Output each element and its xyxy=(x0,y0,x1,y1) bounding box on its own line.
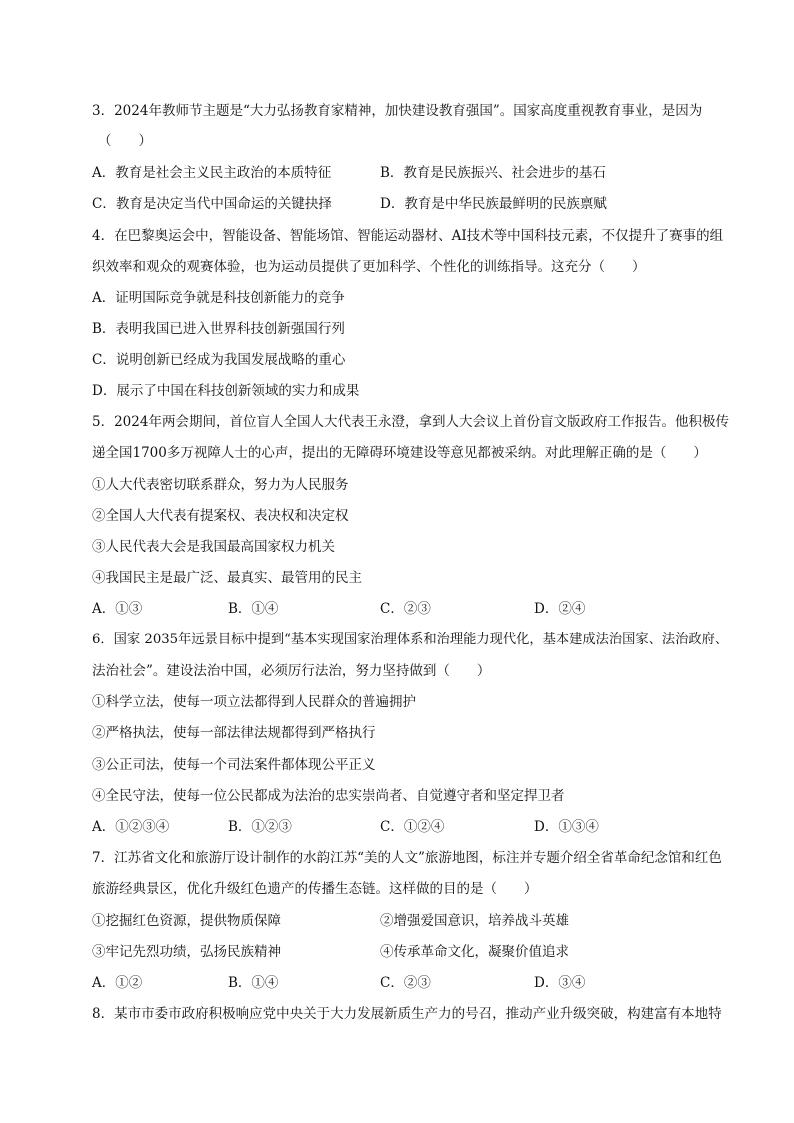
q5-option-a: A．①③ xyxy=(92,601,143,617)
q7-option-b: B．①④ xyxy=(228,975,279,991)
q4-option-d: D．展示了中国在科技创新领域的实力和成果 xyxy=(92,383,360,399)
q6-stem-line2: 法治社会”。建设法治中国，必须厉行法治，努力坚持做到（ ） xyxy=(92,663,491,679)
q6-item-2: ②严格执法，使每一部法律法规都得到严格执行 xyxy=(92,725,376,741)
q6-option-d: D．①③④ xyxy=(534,819,599,835)
q8-stem-line1: 8．某市市委市政府积极响应党中央关于大力发展新质生产力的号召，推动产业升级突破，构建富有本地特 xyxy=(92,1006,722,1022)
q5-option-d: D．②④ xyxy=(534,601,586,617)
q7-stem-line2: 旅游经典景区，优化升级红色遗产的传播生态链。这样做的目的是（ ） xyxy=(92,881,538,897)
q6-item-3: ③公正司法，使每一个司法案件都体现公平正义 xyxy=(92,757,376,773)
q7-stem-line1: 7．江苏省文化和旅游厅设计制作的水韵江苏“美的人文”旅游地图，标注并专题介绍全省革命纪念馆和红色 xyxy=(92,850,722,866)
q7-item-4: ④传承革命文化，凝聚价值追求 xyxy=(380,944,569,960)
q5-stem-line2: 递全国1700多万视障人士的心声，提出的无障碍环境建设等意见都被采纳。对此理解正确的是（ ） xyxy=(92,445,707,461)
q5-option-c: C．②③ xyxy=(380,601,431,617)
q6-stem-line1: 6．国家 2035年远景目标中提到“基本实现国家治理体系和治理能力现代化，基本建成法治国家、法治政府、 xyxy=(92,632,729,647)
q7-item-3: ③牢记先烈功绩，弘扬民族精神 xyxy=(92,944,281,960)
q3-answer-paren: （ ） xyxy=(98,133,152,149)
q7-option-d: D．③④ xyxy=(534,975,586,991)
q5-item-2: ②全国人大代表有提案权、表决权和决定权 xyxy=(92,508,349,524)
q4-stem-line2: 织效率和观众的观赛体验，也为运动员提供了更加科学、个性化的训练指导。这充分（ ） xyxy=(92,259,646,275)
q3-stem-line1: 3．2024年教师节主题是“大力弘扬教育家精神，加快建设教育强国”。国家高度重视教育事业，是因为 xyxy=(92,103,703,119)
q6-item-1: ①科学立法，使每一项立法都得到人民群众的普遍拥护 xyxy=(92,694,416,710)
q4-stem-line1: 4．在巴黎奥运会中，智能设备、智能场馆、智能运动器材、AI技术等中国科技元素，不仅提升了赛事的组 xyxy=(92,228,724,244)
q7-option-a: A．①② xyxy=(92,975,143,991)
q7-item-1: ①挖掘红色资源，提供物质保障 xyxy=(92,913,281,929)
q6-option-c: C．①②④ xyxy=(380,819,445,835)
q6-item-4: ④全民守法，使每一位公民都成为法治的忠实崇尚者、自觉遵守者和坚定捍卫者 xyxy=(92,788,565,804)
q7-option-c: C．②③ xyxy=(380,975,431,991)
q7-item-2: ②增强爱国意识，培养战斗英雄 xyxy=(380,913,569,929)
q3-option-d: D．教育是中华民族最鲜明的民族禀赋 xyxy=(380,196,607,212)
q5-item-4: ④我国民主是最广泛、最真实、最管用的民主 xyxy=(92,570,362,586)
q3-option-a: A．教育是社会主义民主政治的本质特征 xyxy=(92,165,332,181)
q6-option-b: B．①②③ xyxy=(228,819,292,835)
q4-option-a: A．证明国际竞争就是科技创新能力的竞争 xyxy=(92,290,345,306)
q6-option-a: A．①②③④ xyxy=(92,819,170,835)
q4-option-c: C．说明创新已经成为我国发展战略的重心 xyxy=(92,352,346,368)
q4-option-b: B．表明我国已进入世界科技创新强国行列 xyxy=(92,321,345,337)
q3-option-c: C．教育是决定当代中国命运的关键抉择 xyxy=(92,196,332,212)
q5-item-3: ③人民代表大会是我国最高国家权力机关 xyxy=(92,539,335,555)
q5-item-1: ①人大代表密切联系群众，努力为人民服务 xyxy=(92,477,349,493)
q5-stem-line1: 5．2024年两会期间，首位盲人全国人大代表王永澄，拿到人大会议上首份盲文版政府工作报告。他积极传 xyxy=(92,414,729,430)
q5-option-b: B．①④ xyxy=(228,601,279,617)
q3-option-b: B．教育是民族振兴、社会进步的基石 xyxy=(380,165,606,181)
